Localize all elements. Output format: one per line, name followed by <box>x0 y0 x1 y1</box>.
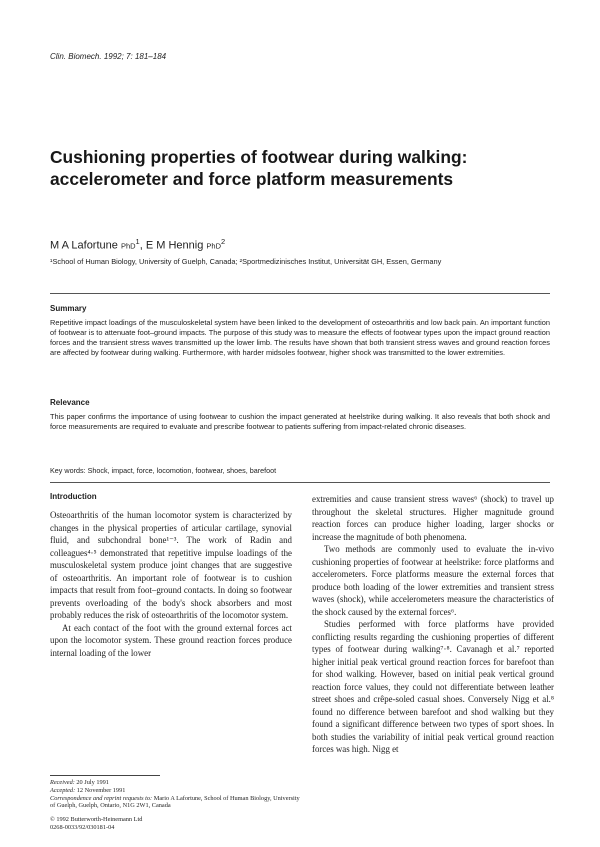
intro-paragraph: Studies performed with force platforms have provided conflicting results regarding the cushioning properties of different types of footwear during walking⁷·⁸. Cavanagh et al.⁷ reported higher initial peak vertical ground reaction forces for barefoot than for shod walking. However, based on initial peak vertical ground reaction force values, they could not differentiate between leather street shoes and crêpe-soled casual shoes. Conversely Nigg et al.⁸ found no difference between barefoot and shod walking but they found a significant difference between two types of sport shoes. In both studies the variability of initial peak vertical ground reaction forces was high. Nigg et <box>312 619 554 754</box>
divider-top <box>50 293 550 294</box>
author-2-name: E M Hennig <box>145 239 204 252</box>
author-1-affil-mark: 1 <box>135 237 140 246</box>
author-2-affil-mark: 2 <box>220 237 226 246</box>
journal-citation <box>50 52 166 61</box>
relevance-text: This paper confirms the importance of using footwear to cushion the impact generated at heelstrike during walking. It also reveals that both shock and force measurements are required to evaluate and prescribe footwear to patients suffering from impact-related chronic diseases. <box>50 412 550 431</box>
introduction-heading: Introduction <box>50 492 97 501</box>
intro-paragraph: Osteoarthritis of the human locomotor system is characterized by changes in the physical properties of articular cartilage, synovial fluid, and subchondral bone¹⁻³. The work of Radin and colleagues⁴·⁵ demonstrated that repetitive impulse loadings of the musculoskeletal system produce joint changes that are suggestive of osteoarthritis. An important role of footwear is to cushion impacts that result from foot–ground contacts. In doing so footwear prevents overloading of the body's shock absorbers and most probably reduces the risk of osteoarthritis of the locomotor system. <box>50 510 292 620</box>
author-2-degree: PhD <box>206 241 221 251</box>
correspondence-label: Correspondence and reprint requests to: <box>50 794 153 802</box>
summary-text: Repetitive impact loadings of the musculoskeletal system have been linked to the development of osteoarthritis and low back pain. An important function of footwear is to attenuate foot–ground impacts. The purpose of this study was to measure the effects of footwear types upon the impact ground reaction forces and the transient stress waves transmitted up the lower limb. The results have shown that both transient stress waves and ground reaction forces are affected by footwear during walking. Furthermore, with harder midsoles footwear, higher shock was transmitted to the lower extremities. <box>50 318 550 357</box>
summary-heading: Summary <box>50 304 87 313</box>
journal-name: Clin. Biomech. <box>50 52 102 61</box>
body-column-left <box>50 509 292 659</box>
received-date: Received: 20 July 1991 <box>50 779 109 786</box>
footnotes <box>50 779 300 832</box>
received-label: Received: <box>50 779 75 786</box>
intro-paragraph: At each contact of the foot with the ground external forces act upon the locomotor system. These ground reaction forces produce internal loading of the lower <box>50 622 292 658</box>
intro-paragraph: extremities and cause transient stress waves⁶ (shock) to travel up throughout the skeletal structures. Higher magnitude ground reaction forces can produce higher loading, larger shocks or increase the magnitude of both phenomena. <box>312 494 554 542</box>
keywords-line <box>50 466 550 475</box>
keywords-label: Key words: <box>50 466 86 475</box>
copyright-notice: © 1992 Butterworth-Heinemann Ltd <box>50 816 143 824</box>
article-title: Cushioning properties of footwear during walking: accelerometer and force platform measurements <box>50 147 468 189</box>
intro-paragraph: Two methods are commonly used to evaluate the in-vivo cushioning properties of footwear at heelstrike: force platforms and accelerometers. Force platforms measure the external forces that produce both loading of the lower extremities and transient stress waves (shock), while accelerometers measure the characteristics of the shock caused by the external forces⁶. <box>312 544 554 617</box>
divider-bottom <box>50 482 550 483</box>
footnote-divider <box>50 775 160 776</box>
author-1-name: M A Lafortune <box>50 239 118 252</box>
accepted-label: Accepted: <box>50 786 76 794</box>
body-column-right <box>312 493 554 756</box>
journal-volume-pages: 1992; 7: 181–184 <box>103 52 167 61</box>
correspondence-address: Correspondence and reprint requests to: Mario A Lafortune, School of Human Biology, University of Guelph, Guelph, Ontario, N1G 2W1, Canada <box>50 794 300 810</box>
affiliations: ¹School of Human Biology, University of Guelph, Canada; ²Sportmedizinisches Institut, Universität GH, Essen, Germany <box>50 257 442 266</box>
author-line <box>50 237 225 252</box>
accepted-date: Accepted: 12 November 1991 <box>50 786 126 794</box>
author-separator: , <box>139 239 146 252</box>
author-1-degree: PhD <box>120 241 136 251</box>
issn-code: 0268-0033/92/030181-04 <box>50 823 115 831</box>
keywords-text: Shock, impact, force, locomotion, footwear, shoes, barefoot <box>87 466 277 475</box>
relevance-heading: Relevance <box>50 398 90 407</box>
